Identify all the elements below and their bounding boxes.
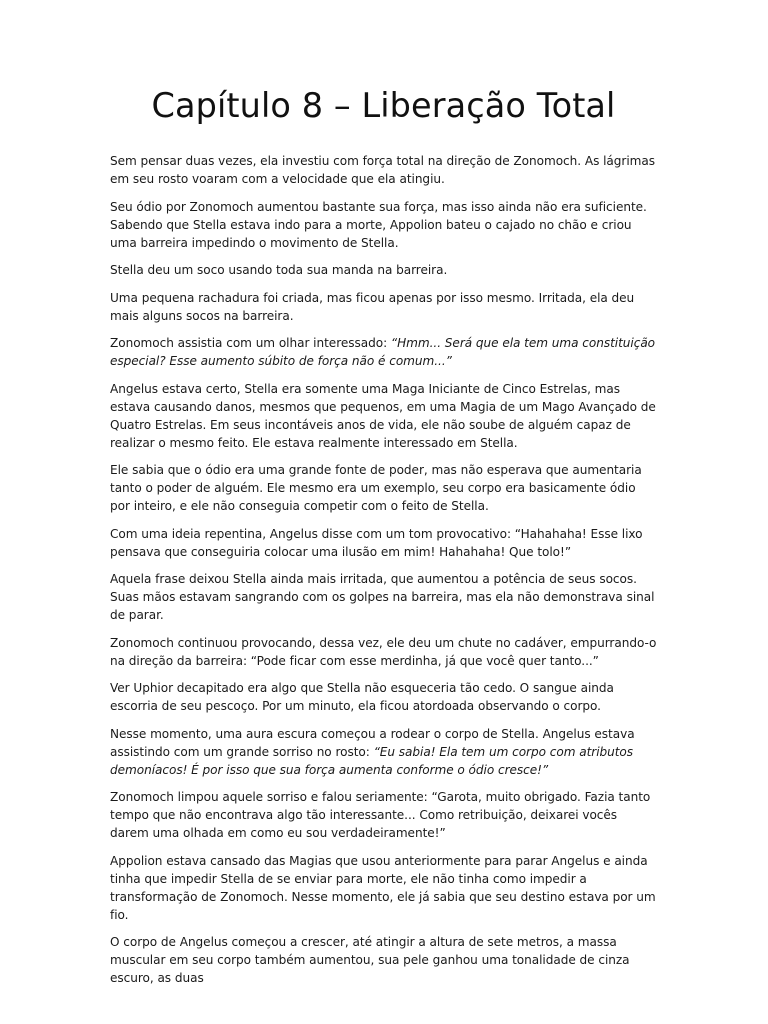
paragraph-6: Angelus estava certo, Stella era somente uma Maga Iniciante de Cinco Estrelas, mas estava causando danos, mesmos que pequenos, em uma Magia de um Mago Avançado de Quatro Estrelas. Em seus incontáveis anos de vida, ele não soube de alguém capaz de realizar o mesmo feito. Ele estava realmente interessado em Stella. <box>110 381 656 450</box>
paragraph-3: Stella deu um soco usando toda sua manda na barreira. <box>110 263 448 277</box>
paragraph-13: Zonomoch limpou aquele sorriso e falou seriamente: “Garota, muito obrigado. Fazia tanto tempo que não encontrava algo tão interessante... Como retribuição, deixarei vocês darem uma olhada em como eu sou verdadeiramente!” <box>110 790 651 840</box>
paragraph-1: Sem pensar duas vezes, ela investiu com força total na direção de Zonomoch. As lágrimas em seu rosto voaram com a velocidade que ela atingiu. <box>110 154 655 186</box>
chapter-body <box>110 152 657 987</box>
paragraph-9: Aquela frase deixou Stella ainda mais irritada, que aumentou a potência de seus socos. Suas mãos estavam sangrando com os golpes na barreira, mas ela não demonstrava sinal de parar. <box>110 572 655 622</box>
paragraph-10: Zonomoch continuou provocando, dessa vez, ele deu um chute no cadáver, empurrando-o na direção da barreira: “Pode ficar com esse merdinha, já que você quer tanto...” <box>110 635 657 668</box>
paragraph-5-text: Zonomoch assistia com um olhar interessado: <box>110 336 391 350</box>
paragraph-12 <box>110 725 657 779</box>
paragraph-5-quote: “Hmm... Será que ela tem uma constituição especial? Esse aumento súbito de força não é comum...” <box>110 336 656 368</box>
chapter-title: Capítulo 8 – Liberação Total <box>151 86 616 125</box>
paragraph-14: Appolion estava cansado das Magias que usou anteriormente para parar Angelus e ainda tinha que impedir Stella de se enviar para morte, ele não tinha como impedir a transformação de Zonomoch. Nesse momento, ele já sabia que seu destino estava por um fio. <box>110 853 656 922</box>
paragraph-5 <box>110 334 657 370</box>
paragraph-4: Uma pequena rachadura foi criada, mas ficou apenas por isso mesmo. Irritada, ela deu mais alguns socos na barreira. <box>110 290 635 323</box>
paragraph-12-quote: “Eu sabia! Ela tem um corpo com atributos demoníacos! É por isso que sua força aumenta conforme o ódio cresce!” <box>110 744 634 777</box>
paragraph-12-text: Nesse momento, uma aura escura começou a rodear o corpo de Stella. Angelus estava assistindo com um grande sorriso no rosto: <box>110 726 635 759</box>
paragraph-8: Com uma ideia repentina, Angelus disse com um tom provocativo: “Hahahaha! Esse lixo pensava que conseguiria colocar uma ilusão em mim! Hahahaha! Que tolo!” <box>110 526 643 559</box>
paragraph-7: Ele sabia que o ódio era uma grande fonte de poder, mas não esperava que aumentaria tanto o poder de alguém. Ele mesmo era um exemplo, seu corpo era basicamente ódio por inteiro, e ele não conseguia competir com o feito de Stella. <box>110 463 642 513</box>
paragraph-11: Ver Uphior decapitado era algo que Stella não esqueceria tão cedo. O sangue ainda escorria de seu pescoço. Por um minuto, ela ficou atordoada observando o corpo. <box>110 681 614 713</box>
paragraph-15: O corpo de Angelus começou a crescer, até atingir a altura de sete metros, a massa muscular em seu corpo também aumentou, sua pele ganhou uma tonalidade de cinza escuro, as duas <box>110 935 630 985</box>
paragraph-2: Seu ódio por Zonomoch aumentou bastante sua força, mas isso ainda não era suficiente. Sabendo que Stella estava indo para a morte, Appolion bateu o cajado no chão e criou uma barreira impedindo o movimento de Stella. <box>110 199 647 250</box>
